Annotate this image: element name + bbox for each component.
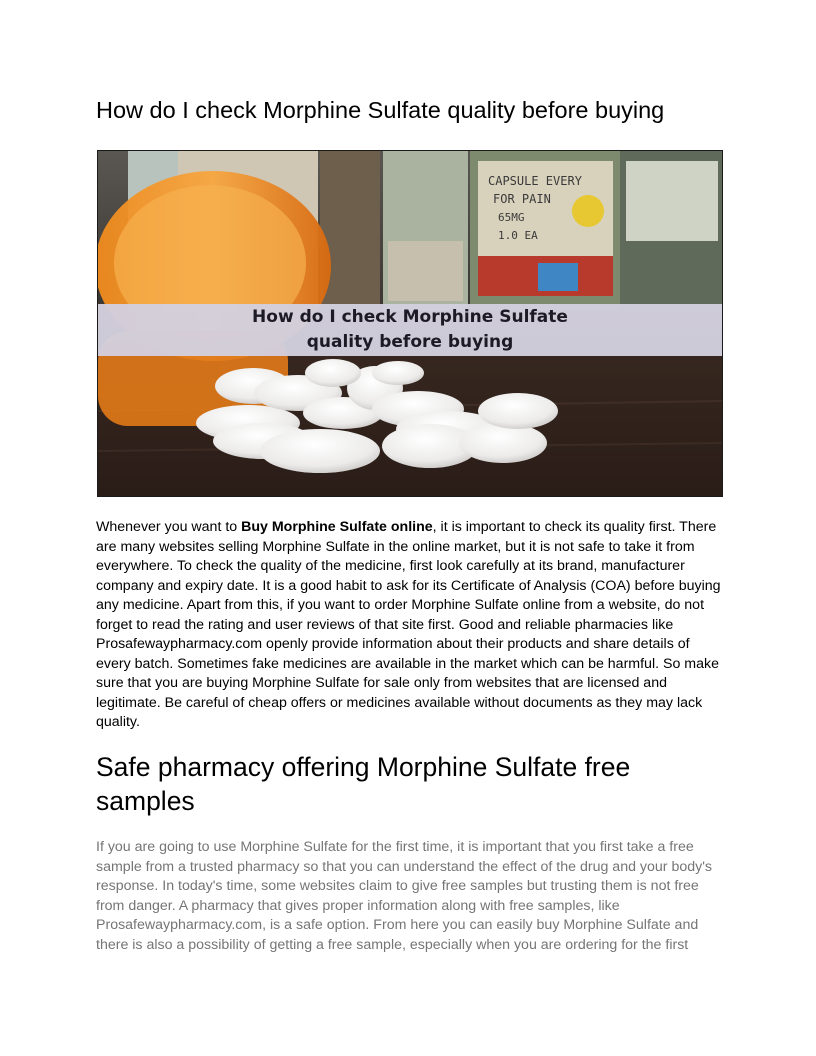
free-samples-paragraph: If you are going to use Morphine Sulfate for the first time, it is important that you first take a free sample from a trusted pharmacy so that you can understand the effect of the drug and your body's response. In today's time, some websites claim to give free samples but trusting them is not free from danger. A pharmacy that gives proper information along with free samples, like Prosafewaypharmacy.com, is a safe option. From here you can easily buy Morphine Sulfate and there is also a possibility of getting a free sample, especially when you are ordering for the first bbox=[96, 839, 713, 953]
label-text-2: FOR PAIN bbox=[493, 192, 551, 206]
intro-paragraph bbox=[96, 518, 726, 733]
image-overlay-text: How do I check Morphine Sulfate quality before buying bbox=[252, 307, 568, 352]
intro-body: , it is important to check its quality first. There are many websites selling Morphine Sulfate in the online market, but it is not safe to take it from everywhere. To check the quality of the medicine, first look carefully at its brand, manufacturer company and expiry date. It is a good habit to ask for its Certificate of Analysis (COA) before buying any medicine. Apart from this, if you want to order Morphine Sulfate online from a website, do not forget to read the rating and user reviews of that site first. Good and reliable pharmacies like Prosafewaypharmacy.com openly provide information about their products and share details of every batch. Sometimes fake medicines are available in the market which can be harmful. So make sure that you are buying Morphine Sulfate for sale only from websites that are licensed and legitimate. Be careful of cheap offers or medicines available without documents as they may lack quality. bbox=[96, 519, 721, 730]
buy-link-text: Buy Morphine Sulfate online bbox=[241, 519, 433, 535]
page-title: How do I check Morphine Sulfate quality before buying bbox=[96, 97, 665, 123]
intro-text: Whenever you want to bbox=[96, 519, 242, 535]
label-text-3: 65MG bbox=[498, 211, 525, 224]
hero-image bbox=[97, 150, 723, 497]
section-heading: Safe pharmacy offering Morphine Sulfate free samples bbox=[96, 752, 631, 816]
label-text-1: CAPSULE EVERY bbox=[488, 174, 582, 188]
label-text-4: 1.0 EA bbox=[498, 229, 538, 242]
image-overlay-banner bbox=[98, 304, 722, 356]
